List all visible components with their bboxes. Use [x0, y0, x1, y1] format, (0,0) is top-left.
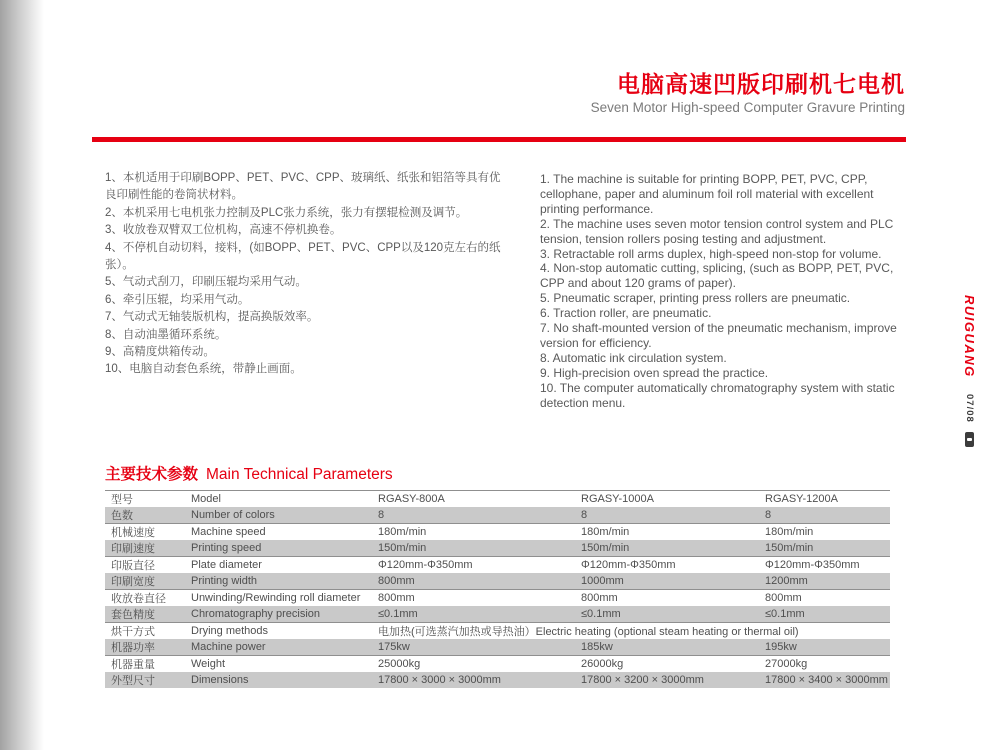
spec-value: 8 [765, 509, 772, 521]
feature-item-en: 5. Pneumatic scraper, printing press rollers are pneumatic. [540, 291, 851, 306]
brand-mark-icon [965, 432, 974, 447]
page-title: 电脑高速凹版印刷机七电机 [617, 71, 905, 97]
spec-value: ≤0.1mm [378, 608, 418, 620]
feature-item-en: 10. The computer automatically chromatography system with static detection menu. [540, 380, 895, 410]
feature-item-en: 6. Traction roller, are pneumatic. [540, 306, 712, 321]
table-row [105, 573, 890, 590]
section-heading [105, 462, 393, 484]
feature-item-zh: 3、收放卷双臂双工位机构，高速不停机换卷。 [105, 224, 342, 237]
spec-label-en: Model [191, 493, 221, 505]
spec-value: 175kw [378, 641, 410, 653]
table-row [105, 524, 890, 541]
spec-value: 150m/min [378, 542, 427, 554]
feature-list-en [540, 172, 914, 411]
table-row [105, 590, 890, 607]
spec-value: ≤0.1mm [581, 608, 621, 620]
spec-value: 1200mm [765, 575, 808, 587]
spec-value: 17800 × 3000 × 3000mm [378, 674, 501, 686]
spec-value: 150m/min [765, 542, 814, 554]
spec-value: Φ120mm-Φ350mm [765, 559, 860, 571]
feature-item-en: 4. Non-stop automatic cutting, splicing, (such as BOPP, PET, PVC, CPP and about 120 grams of paper). [540, 261, 894, 291]
spec-value: Φ120mm-Φ350mm [581, 559, 676, 571]
spec-label-zh: 机械速度 [111, 527, 155, 539]
feature-item-zh: 9、高精度烘箱传动。 [105, 346, 215, 359]
spec-label-en: Plate diameter [191, 559, 262, 571]
page-spine-gradient [0, 0, 44, 750]
spec-label-zh: 色数 [111, 510, 133, 522]
table-row [105, 606, 890, 623]
feature-item-zh: 4、不停机自动切料，接料，(如BOPP、PET、PVC、CPP以及120克左右的纸张）。 [105, 241, 501, 272]
spec-value: 26000kg [581, 658, 624, 670]
spec-table [105, 490, 890, 688]
table-row-drying [105, 623, 890, 640]
feature-list-zh [105, 170, 503, 379]
feature-item-zh: 1、本机适用于印刷BOPP、PET、PVC、CPP、玻璃纸、纸张和铝箔等具有优良印刷性能的卷筒状材料。 [105, 172, 501, 202]
spec-label-en: Number of colors [191, 509, 275, 521]
spec-label-en: Weight [191, 658, 226, 670]
spec-label-zh: 外型尺寸 [111, 675, 155, 687]
spec-label-en: Printing speed [191, 542, 262, 554]
spec-value: RGASY-800A [378, 493, 445, 505]
spec-value: 25000kg [378, 658, 421, 670]
spec-label-zh: 机器重量 [111, 659, 155, 671]
spec-value: ≤0.1mm [765, 608, 805, 620]
table-row [105, 656, 890, 673]
spec-label-zh: 收放卷直径 [111, 593, 166, 605]
feature-item-en: 3. Retractable roll arms duplex, high-speed non-stop for volume. [540, 246, 882, 261]
spec-value: 8 [581, 509, 588, 521]
brand-logo-text: RUIGUANG [962, 295, 977, 378]
feature-item-en: 1. The machine is suitable for printing BOPP, PET, PVC, CPP, cellophane, paper and aluminum foil roll material with excellent printing performance. [540, 172, 874, 216]
spec-value: 800mm [581, 592, 618, 604]
feature-item-zh: 10、电脑自动套色系统，带静止画面。 [105, 363, 302, 376]
feature-item-zh: 2、本机采用七电机张力控制及PLC张力系统，张力有摆辊检测及调节。 [105, 206, 468, 219]
spec-value: 800mm [378, 592, 415, 604]
spec-label-zh: 烘干方式 [111, 626, 155, 638]
spec-value: 150m/min [581, 542, 630, 554]
spec-label-en: Machine speed [191, 526, 266, 538]
spec-value: 180m/min [581, 526, 630, 538]
feature-item-zh: 6、牵引压辊，均采用气动。 [105, 293, 250, 306]
spec-value: 180m/min [378, 526, 427, 538]
section-heading-zh: 主要技术参数 [105, 466, 199, 483]
feature-item-zh: 5、气动式刮刀，印刷压辊均采用气动。 [105, 276, 307, 289]
spec-label-zh: 机器功率 [111, 642, 155, 654]
feature-item-en: 9. High-precision oven spread the practice. [540, 365, 769, 380]
feature-item-zh: 8、自动油墨循环系统。 [105, 328, 227, 341]
page-number: 07/08 [964, 394, 975, 424]
spec-label-zh: 型号 [111, 494, 133, 506]
spec-value: RGASY-1000A [581, 493, 654, 505]
spec-value: 800mm [765, 592, 802, 604]
spec-label-en: Drying methods [191, 625, 269, 637]
spec-label-en: Machine power [191, 641, 266, 653]
spec-label-en: Printing width [191, 575, 258, 587]
feature-item-en: 2. The machine uses seven motor tension control system and PLC tension, tension rollers posing testing and adjustment. [540, 216, 894, 246]
table-row [105, 507, 890, 524]
spec-label-en: Unwinding/Rewinding roll diameter [191, 592, 361, 604]
spec-label-zh: 印刷宽度 [111, 576, 155, 588]
spec-value: RGASY-1200A [765, 493, 838, 505]
spec-label-en: Chromatography precision [191, 608, 321, 620]
spec-value: 1000mm [581, 575, 624, 587]
spec-value: 185kw [581, 641, 613, 653]
feature-item-en: 7. No shaft-mounted version of the pneumatic mechanism, improve version for efficiency. [540, 321, 897, 350]
section-heading-en: Main Technical Parameters [206, 466, 393, 483]
spec-label-zh: 套色精度 [111, 609, 155, 621]
feature-item-en: 8. Automatic ink circulation system. [540, 350, 727, 365]
spec-value: 17800 × 3400 × 3000mm [765, 674, 888, 686]
table-row-model [105, 491, 890, 508]
table-row [105, 540, 890, 557]
spec-value: 180m/min [765, 526, 814, 538]
table-row [105, 557, 890, 574]
spec-value: 27000kg [765, 658, 808, 670]
spec-value-span: 电加热(可选蒸汽加热或导热油）Electric heating (optional steam heating or thermal oil) [378, 626, 799, 638]
spec-value: 800mm [378, 575, 415, 587]
side-strip [960, 295, 978, 423]
page-subtitle: Seven Motor High-speed Computer Gravure Printing [590, 100, 905, 115]
table-row [105, 639, 890, 656]
spec-value: 17800 × 3200 × 3000mm [581, 674, 704, 686]
table-row [105, 672, 890, 688]
spec-label-en: Dimensions [191, 674, 249, 686]
spec-label-zh: 印刷速度 [111, 543, 155, 555]
spec-value: Φ120mm-Φ350mm [378, 559, 473, 571]
feature-item-zh: 7、气动式无轴装版机构，提高换版效率。 [105, 311, 319, 324]
spec-value: 8 [378, 509, 385, 521]
spec-label-zh: 印版直径 [111, 560, 155, 572]
title-divider [92, 137, 906, 142]
spec-value: 195kw [765, 641, 797, 653]
